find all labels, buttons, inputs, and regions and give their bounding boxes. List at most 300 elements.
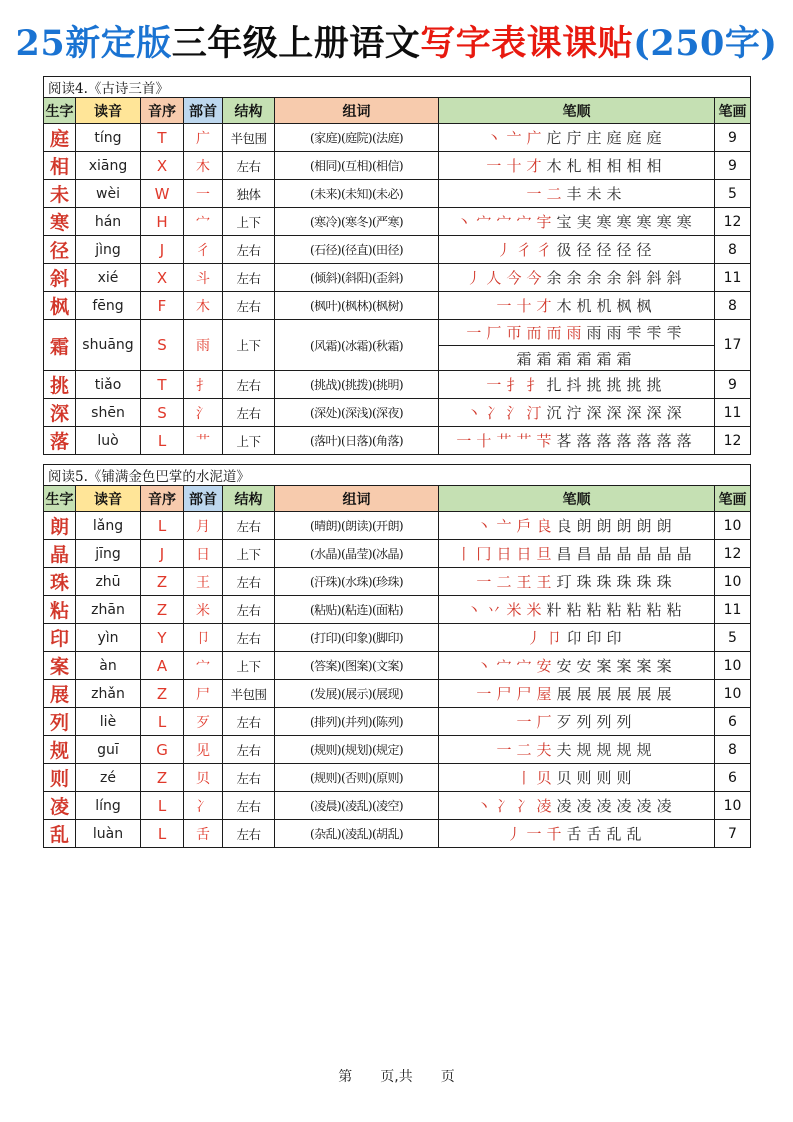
- stroke-token: 冂: [476, 544, 492, 563]
- char-cell: 晶: [44, 540, 76, 568]
- worksheet-table-lesson4: [43, 76, 751, 455]
- stroke-token: 歹: [556, 712, 572, 731]
- stroke-token: 才: [526, 156, 542, 175]
- initial-cell: J: [141, 540, 184, 568]
- stroke-token: 径: [636, 240, 652, 259]
- stroke-token: 人: [486, 268, 502, 287]
- initial-cell: X: [141, 152, 184, 180]
- structure-cell: 左右: [223, 736, 275, 764]
- stroke-token: 凌: [656, 796, 672, 815]
- initial-cell: Z: [141, 568, 184, 596]
- structure-cell: 半包围: [223, 124, 275, 152]
- stroke-token: 玎: [556, 572, 572, 591]
- title-segment-subject: 写字表课课贴: [420, 23, 634, 64]
- structure-cell: 上下: [223, 208, 275, 236]
- stroke-token: 彳: [536, 240, 552, 259]
- words-cell: (相同)(互相)(相信): [275, 152, 439, 180]
- stroke-token: 庭: [626, 128, 642, 147]
- pinyin-cell: shuāng: [76, 320, 141, 371]
- table-row: [44, 568, 751, 596]
- stroke-token: 十: [506, 156, 522, 175]
- stroke-order-cell: [439, 371, 715, 399]
- stroke-order-cell: [439, 264, 715, 292]
- stroke-order-line: [439, 738, 714, 762]
- structure-cell: 左右: [223, 292, 275, 320]
- stroke-token: 列: [616, 712, 632, 731]
- stroke-token: 舌: [586, 824, 602, 843]
- stroke-token: 一: [496, 296, 512, 315]
- column-header: 读音: [76, 486, 141, 512]
- radical-cell: 雨: [184, 320, 223, 371]
- stroke-token: 十: [476, 431, 492, 450]
- column-header: 音序: [141, 486, 184, 512]
- pinyin-cell: xiāng: [76, 152, 141, 180]
- stroke-order-line: [439, 373, 714, 397]
- stroke-order-line: [439, 182, 714, 206]
- table-row: [44, 320, 751, 371]
- stroke-token: 贝: [536, 768, 552, 787]
- table-row: [44, 736, 751, 764]
- stroke-token: 规: [636, 740, 652, 759]
- stroke-token: 一: [496, 740, 512, 759]
- char-cell: 未: [44, 180, 76, 208]
- stroke-token: 沉: [546, 403, 562, 422]
- stroke-token: 展: [596, 684, 612, 703]
- stroke-token: 今: [526, 268, 542, 287]
- stroke-token: 落: [656, 431, 672, 450]
- stroke-token: 汀: [526, 403, 542, 422]
- stroke-count-cell: 17: [715, 320, 751, 371]
- stroke-token: 一: [466, 324, 482, 342]
- stroke-token: 而: [526, 324, 542, 342]
- table-row: [44, 512, 751, 540]
- stroke-token: 宝: [556, 212, 572, 231]
- stroke-token: 冫: [486, 403, 502, 422]
- stroke-order-cell: [439, 236, 715, 264]
- initial-cell: T: [141, 124, 184, 152]
- char-cell: 枫: [44, 292, 76, 320]
- stroke-token: 印: [586, 628, 602, 647]
- stroke-token: 朗: [576, 516, 592, 535]
- stroke-order-line: [439, 654, 714, 678]
- char-cell: 粘: [44, 596, 76, 624]
- radical-cell: 艹: [184, 427, 223, 455]
- radical-cell: 月: [184, 512, 223, 540]
- words-cell: (凌晨)(凌乱)(凌空): [275, 792, 439, 820]
- stroke-token: 霜: [556, 350, 572, 368]
- stroke-token: 安: [576, 656, 592, 675]
- structure-cell: 左右: [223, 792, 275, 820]
- table-body: [44, 512, 751, 848]
- stroke-order-cell: [439, 208, 715, 236]
- stroke-token: 帀: [506, 324, 522, 342]
- words-cell: (晴朗)(朗读)(开朗): [275, 512, 439, 540]
- stroke-token: 珠: [576, 572, 592, 591]
- pinyin-cell: líng: [76, 792, 141, 820]
- stroke-token: 案: [636, 656, 652, 675]
- stroke-token: 雨: [586, 324, 602, 342]
- stroke-token: 二: [496, 572, 512, 591]
- words-cell: (石径)(径直)(田径): [275, 236, 439, 264]
- stroke-token: 雨: [606, 324, 622, 342]
- stroke-order-line: [439, 401, 714, 425]
- stroke-token: 王: [536, 572, 552, 591]
- structure-cell: 上下: [223, 540, 275, 568]
- stroke-token: 乱: [606, 824, 622, 843]
- stroke-token: 宀: [496, 656, 512, 675]
- stroke-token: 粘: [566, 600, 582, 619]
- char-cell: 印: [44, 624, 76, 652]
- pinyin-cell: zhǎn: [76, 680, 141, 708]
- column-header: 结构: [223, 98, 275, 124]
- initial-cell: Z: [141, 680, 184, 708]
- stroke-token: 一: [486, 375, 502, 394]
- stroke-token: 挑: [586, 375, 602, 394]
- stroke-token: 雫: [626, 324, 642, 342]
- column-header: 笔画: [715, 486, 751, 512]
- radical-cell: 见: [184, 736, 223, 764]
- char-cell: 斜: [44, 264, 76, 292]
- pinyin-cell: zhū: [76, 568, 141, 596]
- stroke-token: 规: [576, 740, 592, 759]
- stroke-token: 寒: [636, 212, 652, 231]
- initial-cell: J: [141, 236, 184, 264]
- stroke-token: 深: [646, 403, 662, 422]
- stroke-token: 凌: [556, 796, 572, 815]
- stroke-token: 斜: [666, 268, 682, 287]
- stroke-token: 乱: [626, 824, 642, 843]
- caption-row: [44, 77, 751, 98]
- stroke-token: 冫: [496, 796, 512, 815]
- stroke-count-cell: 5: [715, 180, 751, 208]
- stroke-order-line: [439, 345, 714, 370]
- column-header: 部首: [184, 98, 223, 124]
- stroke-token: 一: [486, 156, 502, 175]
- pinyin-cell: liè: [76, 708, 141, 736]
- stroke-token: 尸: [496, 684, 512, 703]
- stroke-token: 余: [586, 268, 602, 287]
- stroke-token: 宀: [476, 212, 492, 231]
- stroke-token: 茖: [556, 431, 572, 450]
- column-header: 生字: [44, 98, 76, 124]
- radical-cell: 木: [184, 292, 223, 320]
- stroke-token: 王: [516, 572, 532, 591]
- stroke-token: 籵: [546, 600, 562, 619]
- stroke-token: 彳: [516, 240, 532, 259]
- stroke-token: 展: [616, 684, 632, 703]
- stroke-token: 一: [456, 431, 472, 450]
- stroke-token: 宀: [516, 656, 532, 675]
- stroke-count-cell: 10: [715, 652, 751, 680]
- initial-cell: T: [141, 371, 184, 399]
- stroke-token: 一: [516, 712, 532, 731]
- char-cell: 挑: [44, 371, 76, 399]
- stroke-token: 凌: [616, 796, 632, 815]
- stroke-token: 寒: [596, 212, 612, 231]
- char-cell: 霜: [44, 320, 76, 371]
- table-row: [44, 680, 751, 708]
- radical-cell: 歹: [184, 708, 223, 736]
- stroke-token: 丶: [476, 516, 492, 535]
- structure-cell: 左右: [223, 596, 275, 624]
- words-cell: (落叶)(日落)(角落): [275, 427, 439, 455]
- stroke-token: 余: [606, 268, 622, 287]
- stroke-token: 规: [596, 740, 612, 759]
- stroke-count-cell: 5: [715, 624, 751, 652]
- stroke-token: 朗: [636, 516, 652, 535]
- stroke-token: 粘: [606, 600, 622, 619]
- char-cell: 列: [44, 708, 76, 736]
- words-cell: (杂乱)(凌乱)(胡乱): [275, 820, 439, 848]
- char-cell: 规: [44, 736, 76, 764]
- stroke-token: 则: [596, 768, 612, 787]
- stroke-order-cell: [439, 512, 715, 540]
- stroke-order-line: [439, 794, 714, 818]
- words-cell: (深处)(深浅)(深夜): [275, 399, 439, 427]
- stroke-order-line: [439, 126, 714, 150]
- words-cell: (规则)(否则)(原则): [275, 764, 439, 792]
- char-cell: 落: [44, 427, 76, 455]
- stroke-count-cell: 9: [715, 152, 751, 180]
- structure-cell: 左右: [223, 708, 275, 736]
- pinyin-cell: tiǎo: [76, 371, 141, 399]
- words-cell: (答案)(图案)(文案): [275, 652, 439, 680]
- stroke-token: 昌: [576, 544, 592, 563]
- stroke-token: 落: [596, 431, 612, 450]
- stroke-token: 良: [556, 516, 572, 535]
- stroke-token: 庄: [586, 128, 602, 147]
- stroke-token: 深: [666, 403, 682, 422]
- stroke-token: 尸: [516, 684, 532, 703]
- pinyin-cell: shēn: [76, 399, 141, 427]
- stroke-token: 斜: [646, 268, 662, 287]
- char-cell: 则: [44, 764, 76, 792]
- stroke-count-cell: 10: [715, 568, 751, 596]
- pinyin-cell: àn: [76, 652, 141, 680]
- radical-cell: 木: [184, 152, 223, 180]
- initial-cell: Z: [141, 596, 184, 624]
- stroke-order-cell: [439, 764, 715, 792]
- stroke-token: 印: [606, 628, 622, 647]
- pinyin-cell: hán: [76, 208, 141, 236]
- stroke-token: 扌: [526, 375, 542, 394]
- structure-cell: 左右: [223, 236, 275, 264]
- stroke-order-cell: [439, 708, 715, 736]
- radical-cell: 贝: [184, 764, 223, 792]
- stroke-order-cell: [439, 736, 715, 764]
- stroke-token: 丨: [516, 768, 532, 787]
- stroke-order-cell: [439, 292, 715, 320]
- stroke-token: 扌: [506, 375, 522, 394]
- stroke-token: 粘: [586, 600, 602, 619]
- structure-cell: 独体: [223, 180, 275, 208]
- initial-cell: Z: [141, 764, 184, 792]
- table-row: [44, 236, 751, 264]
- stroke-token: 展: [636, 684, 652, 703]
- words-cell: (规则)(规划)(规定): [275, 736, 439, 764]
- char-cell: 朗: [44, 512, 76, 540]
- stroke-token: 卬: [566, 628, 582, 647]
- stroke-count-cell: 12: [715, 427, 751, 455]
- stroke-token: 机: [596, 296, 612, 315]
- words-cell: (家庭)(庭院)(法庭): [275, 124, 439, 152]
- initial-cell: X: [141, 264, 184, 292]
- radical-cell: 扌: [184, 371, 223, 399]
- initial-cell: S: [141, 399, 184, 427]
- stroke-token: 珠: [596, 572, 612, 591]
- stroke-count-cell: 7: [715, 820, 751, 848]
- structure-cell: 左右: [223, 624, 275, 652]
- stroke-token: 珠: [636, 572, 652, 591]
- stroke-token: 木: [546, 156, 562, 175]
- table-row: [44, 427, 751, 455]
- stroke-token: 深: [586, 403, 602, 422]
- pinyin-cell: fēng: [76, 292, 141, 320]
- stroke-token: 晶: [616, 544, 632, 563]
- stroke-token: 丿: [526, 628, 542, 647]
- stroke-token: 落: [576, 431, 592, 450]
- table-row: [44, 180, 751, 208]
- stroke-token: 挑: [646, 375, 662, 394]
- stroke-order-line: [439, 210, 714, 234]
- pinyin-cell: zé: [76, 764, 141, 792]
- column-header: 笔顺: [439, 98, 715, 124]
- stroke-order-cell: [439, 596, 715, 624]
- stroke-count-cell: 11: [715, 264, 751, 292]
- stroke-token: 径: [576, 240, 592, 259]
- stroke-order-cell: [439, 152, 715, 180]
- stroke-order-line: [439, 598, 714, 622]
- stroke-token: 落: [636, 431, 652, 450]
- radical-cell: 冫: [184, 792, 223, 820]
- stroke-token: 実: [576, 212, 592, 231]
- words-cell: (汗珠)(水珠)(珍珠): [275, 568, 439, 596]
- stroke-order-cell: [439, 680, 715, 708]
- structure-cell: 左右: [223, 568, 275, 596]
- stroke-order-cell: [439, 820, 715, 848]
- pinyin-cell: guī: [76, 736, 141, 764]
- stroke-order-line: [439, 710, 714, 734]
- stroke-token: 才: [536, 296, 552, 315]
- column-header: 结构: [223, 486, 275, 512]
- page-title: [0, 16, 793, 66]
- words-cell: (挑战)(挑拨)(挑明): [275, 371, 439, 399]
- structure-cell: 左右: [223, 264, 275, 292]
- stroke-token: 则: [576, 768, 592, 787]
- structure-cell: 左右: [223, 512, 275, 540]
- stroke-token: 霜: [616, 350, 632, 368]
- stroke-token: 昌: [556, 544, 572, 563]
- stroke-token: 深: [626, 403, 642, 422]
- stroke-order-cell: [439, 320, 715, 371]
- table-row: [44, 624, 751, 652]
- stroke-order-cell: [439, 624, 715, 652]
- stroke-token: 霜: [516, 350, 532, 368]
- radical-cell: 舌: [184, 820, 223, 848]
- radical-cell: 氵: [184, 399, 223, 427]
- radical-cell: 广: [184, 124, 223, 152]
- stroke-token: 机: [576, 296, 592, 315]
- table-body: [44, 124, 751, 455]
- structure-cell: 上下: [223, 427, 275, 455]
- initial-cell: L: [141, 792, 184, 820]
- stroke-order-line: [439, 542, 714, 566]
- stroke-token: 朗: [596, 516, 612, 535]
- char-cell: 庭: [44, 124, 76, 152]
- stroke-token: 厂: [486, 324, 502, 342]
- stroke-token: 霜: [596, 350, 612, 368]
- table-row: [44, 764, 751, 792]
- stroke-token: 庁: [566, 128, 582, 147]
- table-row: [44, 371, 751, 399]
- stroke-count-cell: 11: [715, 596, 751, 624]
- radical-cell: 宀: [184, 652, 223, 680]
- stroke-count-cell: 12: [715, 208, 751, 236]
- stroke-token: 深: [606, 403, 622, 422]
- radical-cell: 一: [184, 180, 223, 208]
- stroke-count-cell: 8: [715, 736, 751, 764]
- stroke-token: 二: [516, 740, 532, 759]
- header-row: [44, 486, 751, 512]
- table-row: [44, 708, 751, 736]
- stroke-token: 则: [616, 768, 632, 787]
- stroke-order-line: [439, 294, 714, 318]
- table-row: [44, 792, 751, 820]
- stroke-order-line: [439, 766, 714, 790]
- words-cell: (打印)(印象)(脚印): [275, 624, 439, 652]
- stroke-token: 芐: [536, 431, 552, 450]
- stroke-token: 凌: [636, 796, 652, 815]
- stroke-token: 札: [566, 156, 582, 175]
- stroke-token: 米: [506, 600, 522, 619]
- stroke-token: 抖: [566, 375, 582, 394]
- pinyin-cell: yìn: [76, 624, 141, 652]
- stroke-token: 日: [496, 544, 512, 563]
- worksheet-table-lesson5: [43, 464, 751, 848]
- table-row: [44, 596, 751, 624]
- stroke-token: 良: [536, 516, 552, 535]
- stroke-order-cell: [439, 540, 715, 568]
- pinyin-cell: zhān: [76, 596, 141, 624]
- stroke-token: 庭: [606, 128, 622, 147]
- stroke-token: 未: [606, 184, 622, 203]
- radical-cell: 彳: [184, 236, 223, 264]
- words-cell: (未来)(未知)(未必): [275, 180, 439, 208]
- stroke-count-cell: 10: [715, 680, 751, 708]
- stroke-token: 丿: [466, 268, 482, 287]
- table-row: [44, 152, 751, 180]
- stroke-token: 屋: [536, 684, 552, 703]
- stroke-token: 径: [616, 240, 632, 259]
- stroke-token: 厂: [536, 712, 552, 731]
- stroke-count-cell: 9: [715, 371, 751, 399]
- stroke-token: 晶: [636, 544, 652, 563]
- stroke-order-line: [439, 822, 714, 846]
- stroke-token: 一: [526, 824, 542, 843]
- stroke-token: 朗: [656, 516, 672, 535]
- table-row: [44, 208, 751, 236]
- structure-cell: 半包围: [223, 680, 275, 708]
- stroke-count-cell: 9: [715, 124, 751, 152]
- stroke-token: 霜: [536, 350, 552, 368]
- stroke-token: 枫: [616, 296, 632, 315]
- initial-cell: G: [141, 736, 184, 764]
- stroke-token: 未: [586, 184, 602, 203]
- table-row: [44, 652, 751, 680]
- pinyin-cell: jìng: [76, 236, 141, 264]
- stroke-token: 雫: [646, 324, 662, 342]
- table-row: [44, 540, 751, 568]
